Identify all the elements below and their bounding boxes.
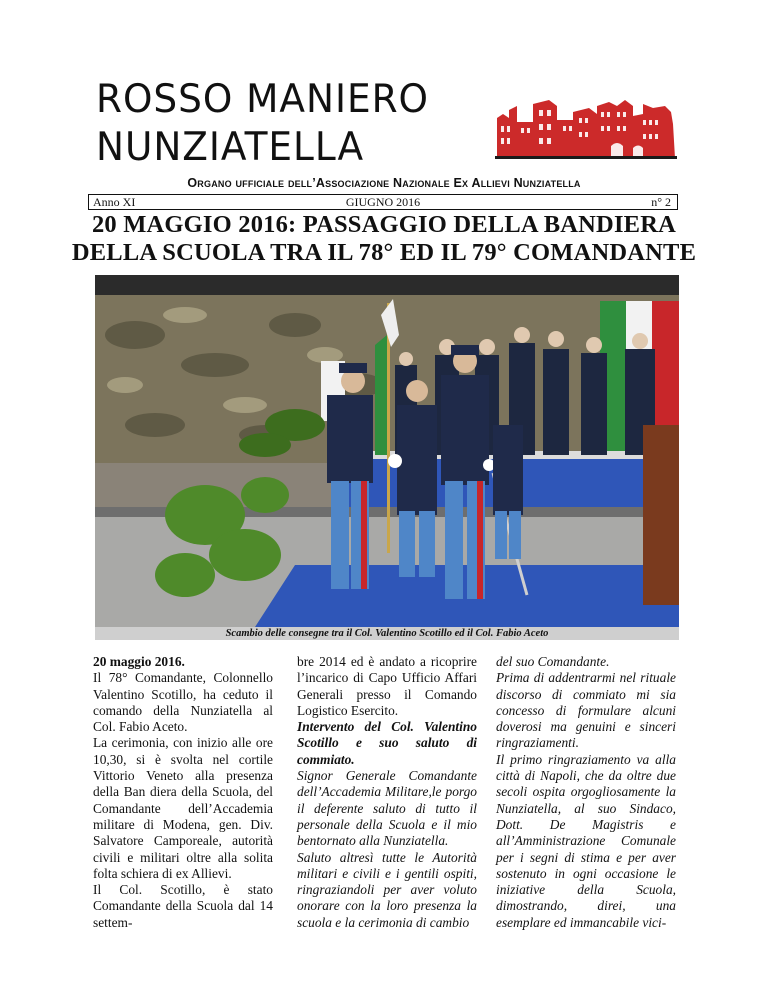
article-paragraph-3b: bre 2014 ed è andato a ricoprire l’incarico di Capo Ufficio Affari Generali presso il Comando Logistico Esercito. bbox=[297, 654, 477, 718]
speech-paragraph-4: Il primo ringraziamento va alla città di Napoli, che da oltre due secoli ospita orgogliosamente la Nunziatella, al suo Sindaco, Dott. De Magistris e all’Amministrazione Comunale per i segni di stima e per aver sostenuto in ogni occasione le iniziative della Scuola, dimostrando, direi, una esemplare ed immancabile vici- bbox=[496, 751, 676, 930]
article-paragraph-2: La cerimonia, con inizio alle ore 10,30, si è svolta nel cortile Vittorio Veneto alla presenza della Ban diera della Scuola, del Comandante dell’Accademia militare di Modena, gen. Div. Salvatore Camporeale, autorità civili e militari oltre alla solita folta schiera di ex Allievi. bbox=[93, 735, 273, 881]
masthead-line-1: ROSSO MANIERO bbox=[96, 77, 429, 122]
photo-caption: Scambio delle consegne tra il Col. Valentino Scotillo ed il Col. Fabio Aceto bbox=[95, 627, 679, 640]
speech-paragraph-2b: del suo Comandante. bbox=[496, 654, 610, 669]
headline-line-2: DELLA SCUOLA TRA IL 78° ED IL 79° COMANDANTE bbox=[71, 239, 697, 266]
speech-paragraph-2a: Saluto altresì tutte le Autorità militari e civili e i gentili ospiti, ringraziandoli per aver voluto onorare con la loro presenza la scuola e la cerimonia di cambio bbox=[297, 849, 477, 930]
article-paragraph-1: Il 78° Comandante, Colonnello Valentino Scotillo, ha ceduto il comando della Nunziatella al Col. Fabio Aceto. bbox=[93, 670, 273, 735]
masthead-title bbox=[96, 76, 496, 172]
ceremony-photo bbox=[95, 275, 679, 627]
speech-paragraph-3: Prima di addentrarmi nel rituale discorso di commiato mi sia concesso di formulare alcuni doverosi ma genuini e sinceri ringraziamenti. bbox=[496, 670, 676, 751]
speech-paragraph-1: Signor Generale Comandante dell’Accademia Militare,le porgo il deferente saluto di tutto il personale della Scuola e il mio bentornato alla Nunziatella. bbox=[297, 768, 477, 849]
headline-line-1: 20 MAGGIO 2016: PASSAGGIO DELLA BANDIERA bbox=[91, 211, 677, 238]
column-1 bbox=[93, 654, 273, 931]
issue-volume: Anno XI bbox=[93, 195, 136, 209]
issue-bar bbox=[88, 194, 678, 210]
masthead-line-2: NUNZIATELLA bbox=[96, 125, 365, 170]
organ-line: Organo ufficiale dell’Associazione Nazionale Ex Allievi Nunziatella bbox=[187, 176, 581, 190]
column-3 bbox=[496, 654, 676, 931]
issue-date: GIUGNO 2016 bbox=[345, 195, 421, 209]
speech-heading: Intervento del Col. Valentino Scotillo e suo saluto di commiato. bbox=[297, 719, 477, 767]
article-paragraph-3a: Il Col. Scotillo, è stato Comandante della Scuola dal 14 settem- bbox=[93, 882, 273, 930]
palace-logo bbox=[493, 96, 679, 160]
issue-number: n° 2 bbox=[651, 195, 671, 209]
article-dateline: 20 maggio 2016. bbox=[93, 654, 185, 669]
column-2 bbox=[297, 654, 477, 931]
